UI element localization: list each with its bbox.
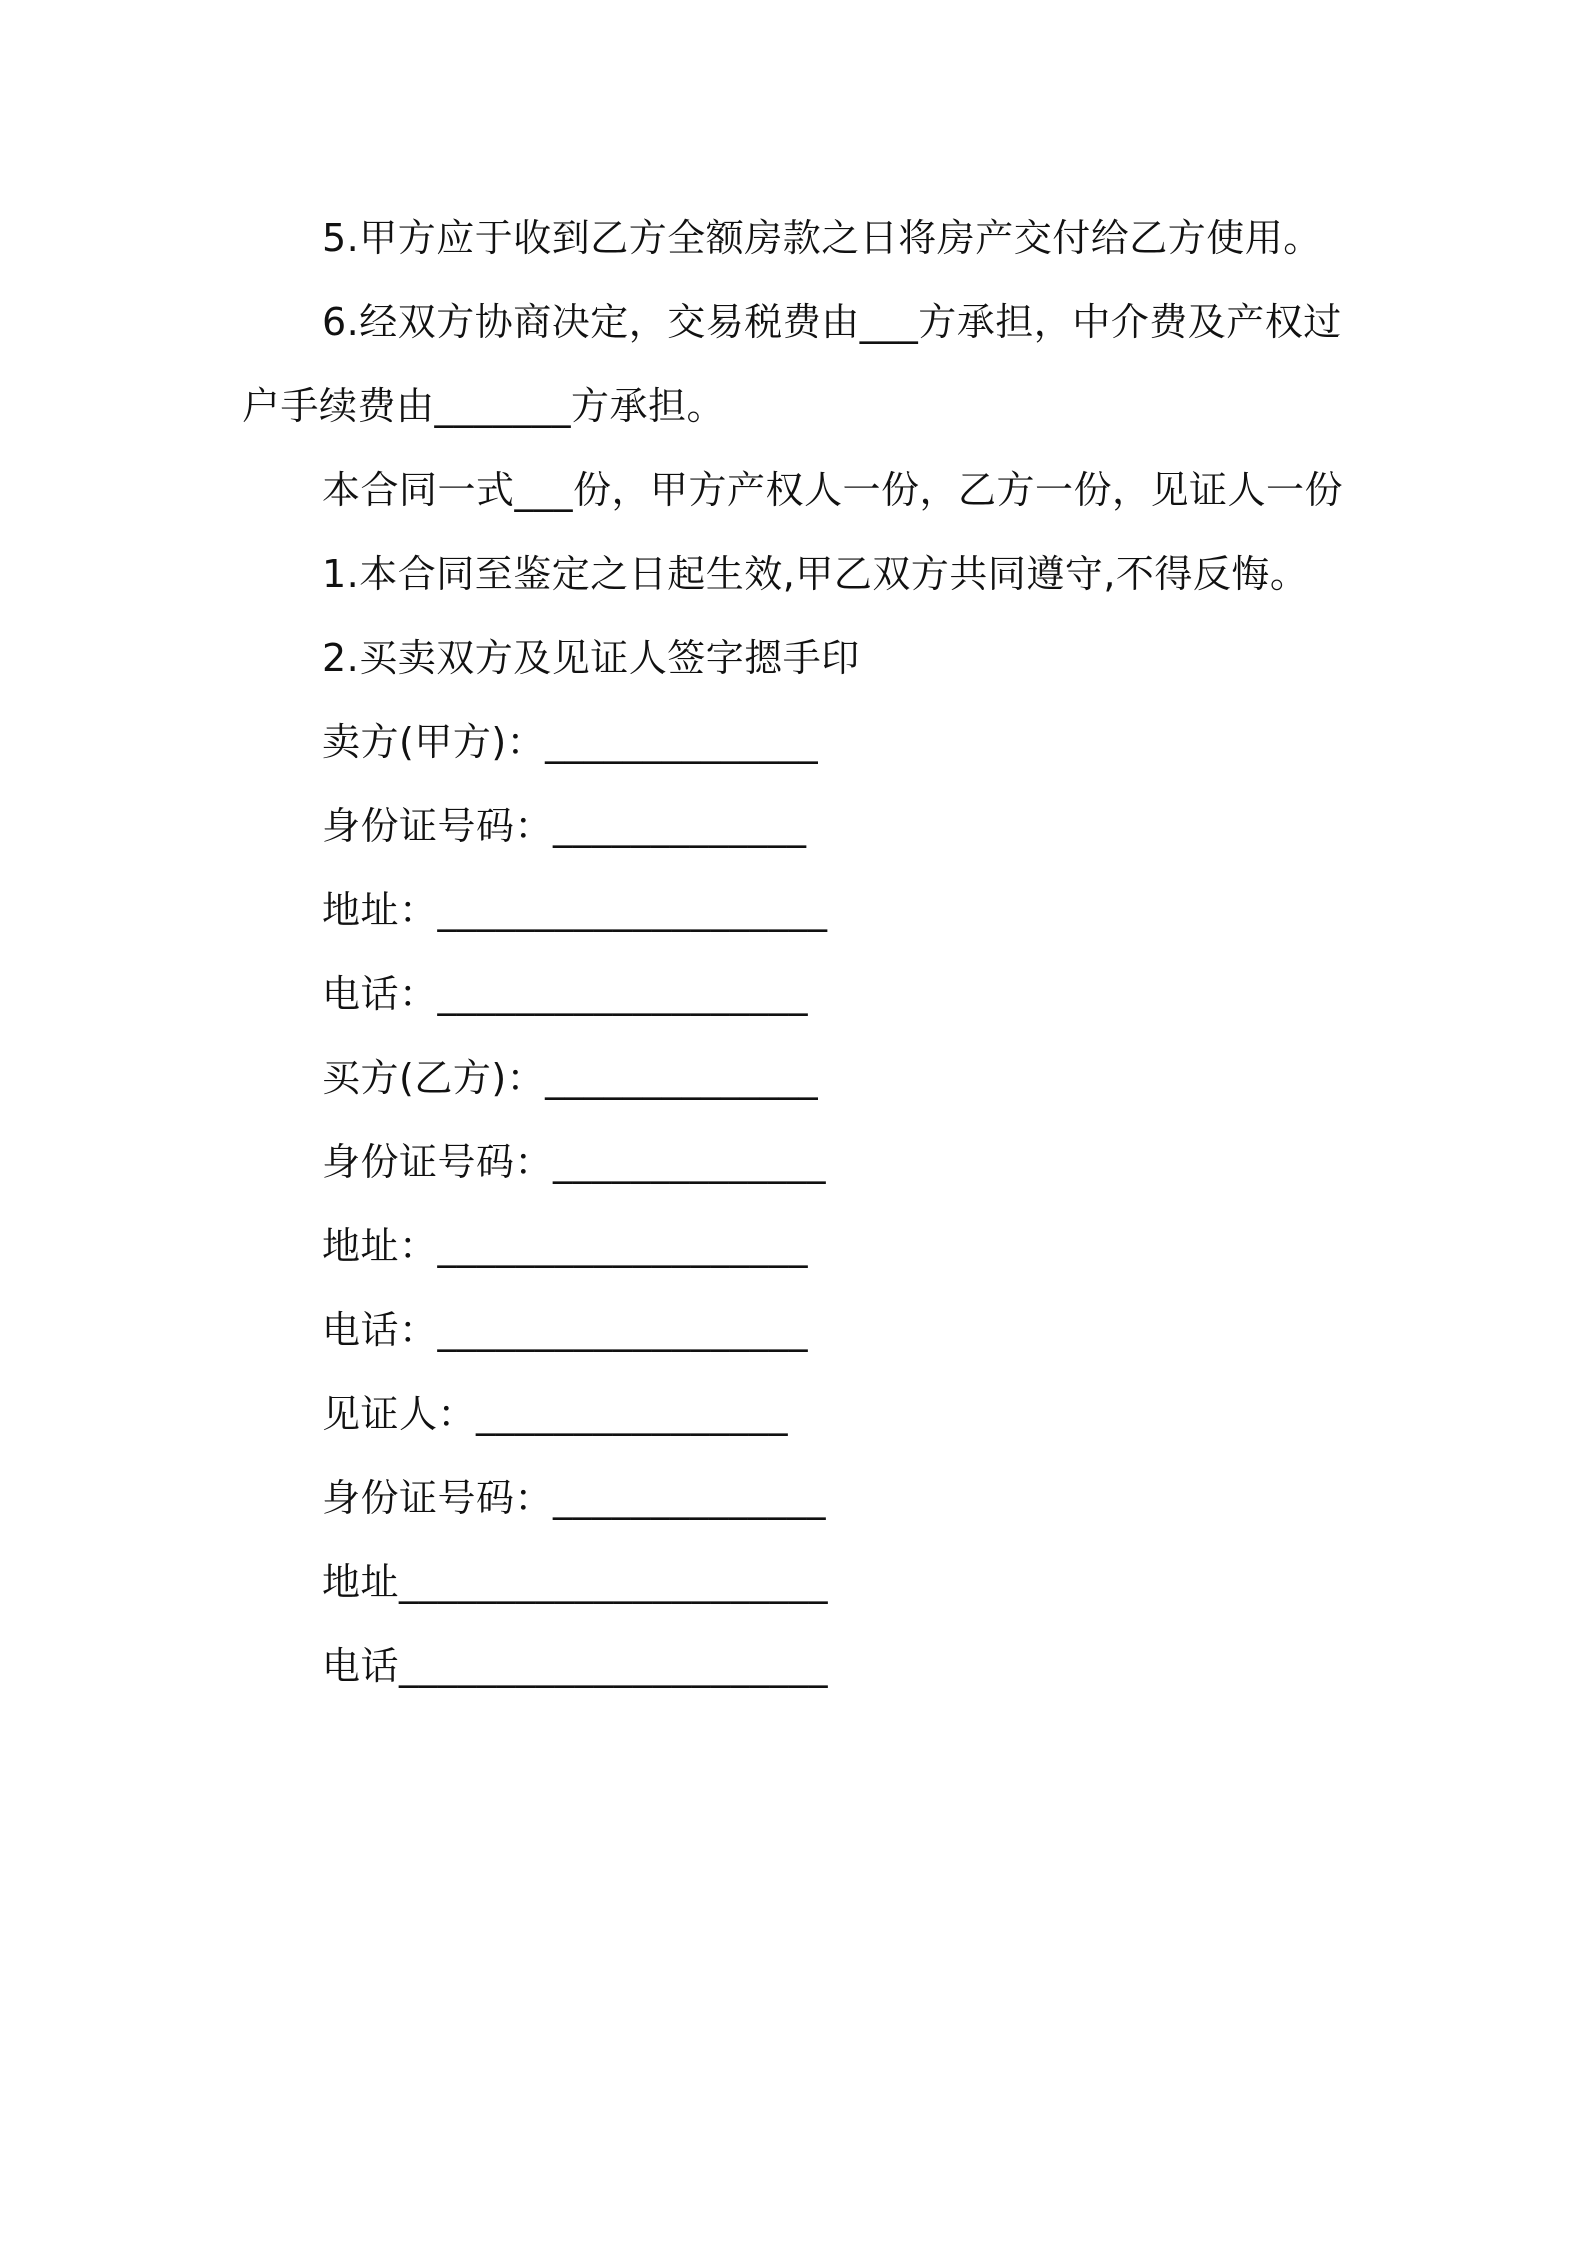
buyer-address-field: 地址：___________________	[322, 1224, 809, 1268]
clause-effective: 1.本合同至鉴定之日起生效,甲乙双方共同遵守,不得反悔。	[322, 552, 1309, 596]
witness-phone-field: 电话______________________	[322, 1644, 829, 1688]
clause-delivery: 5.甲方应于收到乙方全额房款之日将房产交付给乙方使用。	[322, 216, 1322, 260]
buyer-phone-field: 电话：___________________	[322, 1308, 809, 1352]
document-body	[242, 196, 1352, 1708]
seller-address-field: 地址：____________________	[322, 888, 828, 932]
seller-phone-field: 电话：___________________	[322, 972, 809, 1016]
seller-name-field: 卖方(甲方)：______________	[322, 720, 819, 764]
buyer-name-field: 买方(乙方)：______________	[322, 1056, 819, 1100]
clause-signatures: 2.买卖双方及见证人签字摁手印	[322, 636, 860, 680]
witness-address-field: 地址______________________	[322, 1560, 829, 1604]
clause-fees: 6.经双方协商决定，交易税费由___方承担，中介费及产权过户手续费由_______方承担。	[242, 300, 1342, 428]
buyer-id-field: 身份证号码：______________	[322, 1140, 827, 1184]
clause-copies: 本合同一式___份，甲方产权人一份，乙方一份，见证人一份	[322, 468, 1344, 512]
witness-name-field: 见证人：________________	[322, 1392, 789, 1436]
witness-id-field: 身份证号码：______________	[322, 1476, 827, 1520]
seller-id-field: 身份证号码：_____________	[322, 804, 807, 848]
